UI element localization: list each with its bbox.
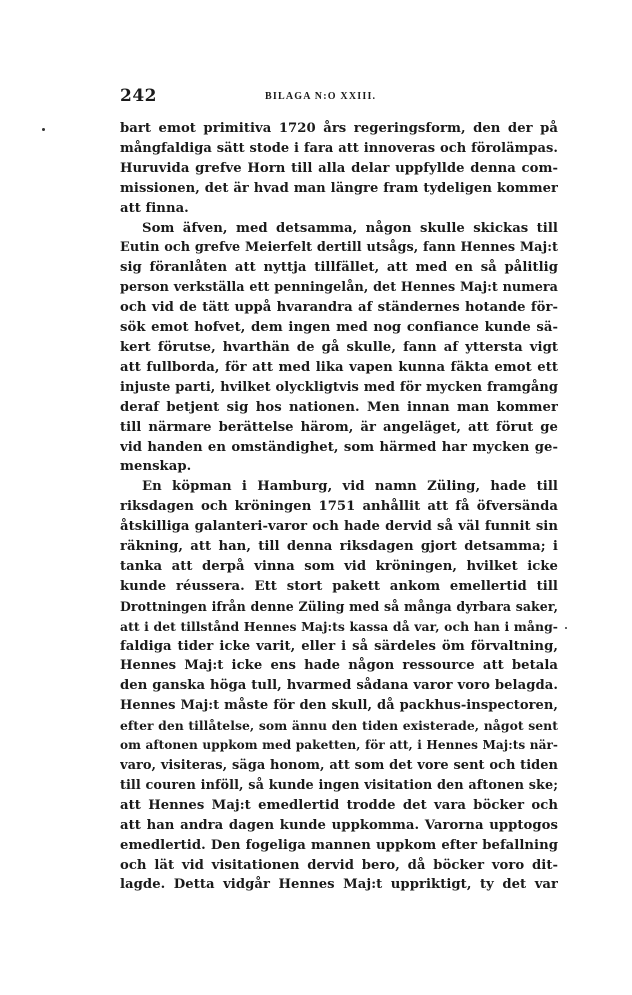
text-line: den ganska höga tull, hvarmed sådana varor voro belagda. — [120, 678, 558, 694]
text-line: Som äfven, med detsamma, någon skulle skickas till — [142, 220, 558, 236]
text-line: person verkställa ett penningelån, det Hennes Maj:t numera — [120, 280, 558, 296]
page-header — [120, 86, 558, 106]
text-line: och vid de tätt uppå hvarandra af ständernes hotande för- — [120, 300, 558, 316]
text-line: tanka att derpå vinna som vid kröningen, hvilket icke — [120, 558, 558, 574]
margin-mark — [42, 128, 45, 131]
text-line: Drottningen ifrån denne Züling med så många dyrbara saker, — [120, 598, 558, 614]
text-line: bart emot primitiva 1720 års regeringsform, den der på — [120, 121, 558, 136]
text-line: deraf betjent sig hos nationen. Men innan man kommer — [120, 399, 558, 415]
text-line: sök emot hofvet, dem ingen med nog confiance kunde sä- — [120, 320, 558, 336]
text-line: Hennes Maj:t måste för den skull, då packhus-inspectoren, — [120, 698, 558, 714]
text-line: efter den tillåtelse, som ännu den tiden existerade, något sent — [120, 718, 558, 734]
text-line: riksdagen och kröningen 1751 anhållit att få öfversända — [120, 499, 558, 515]
text-line: varo, visiteras, säga honom, att som det vore sent och tiden — [120, 758, 558, 773]
text-line: menskap. — [120, 459, 192, 475]
text-line: En köpman i Hamburg, vid namn Züling, hade till — [142, 479, 558, 495]
text-line: lagde. Detta vidgår Hennes Maj:t uppriktigt, ty det var — [120, 877, 558, 893]
text-line: till närmare berättelse härom, är angeläget, att förut ge — [120, 419, 558, 435]
text-line: räkning, att han, till denna riksdagen gjort detsamma; i — [120, 539, 558, 555]
text-line: mångfaldiga sätt stode i fara att innoveras och förolämpas. — [120, 140, 558, 156]
text-line: att Hennes Maj:t emedlertid trodde det vara böcker och — [120, 797, 558, 813]
text-line: vid handen en omständighet, som härmed har mycken ge- — [120, 439, 558, 455]
text-line: sig föranlåten att nyttja tillfället, att med en så pålitlig — [120, 260, 558, 276]
text-line: kert förutse, hvarthän de gå skulle, fann af yttersta vigt — [120, 339, 558, 355]
margin-mark — [565, 627, 567, 629]
text-line: att i det tillstånd Hennes Maj:ts kassa då var, och han i mång- — [120, 618, 558, 634]
text-line: emedlertid. Den fogeliga mannen uppkom efter befallning — [120, 837, 558, 853]
text-line: Huruvida grefve Horn till alla delar uppfyllde denna com- — [120, 160, 558, 176]
text-line: Hennes Maj:t icke ens hade någon ressource att betala — [120, 658, 558, 674]
text-line: faldiga tider icke varit, eller i så särdeles öm förvaltning, — [120, 638, 558, 654]
text-line: att finna. — [120, 200, 189, 216]
text-line: injuste parti, hvilket olyckligtvis med för mycken framgång — [120, 379, 558, 395]
page-number: 242 — [120, 86, 157, 106]
text-line: missionen, det är hvad man längre fram tydeligen kommer — [120, 180, 558, 196]
text-line: åtskilliga galanteri-varor och hade dervid så väl funnit sin — [120, 519, 558, 535]
text-line: att fullborda, för att med lika vapen kunna fäkta emot ett — [120, 359, 558, 375]
text-line: Eutin och grefve Meierfelt dertill utsågs, fann Hennes Maj:t — [120, 240, 558, 256]
text-line: kunde réussera. Ett stort pakett ankom emellertid till — [120, 578, 558, 594]
running-head: BILAGA N:O XXIII. — [265, 91, 377, 102]
body-text — [120, 119, 558, 895]
text-line: att han andra dagen kunde uppkomma. Varorna upptogos — [120, 817, 558, 833]
text-line: om aftonen uppkom med paketten, för att, i Hennes Maj:ts när- — [120, 738, 558, 753]
text-line: till couren inföll, så kunde ingen visitation den aftonen ske; — [120, 777, 558, 793]
text-line: och lät vid visitationen dervid bero, då böcker voro dit- — [120, 857, 558, 873]
